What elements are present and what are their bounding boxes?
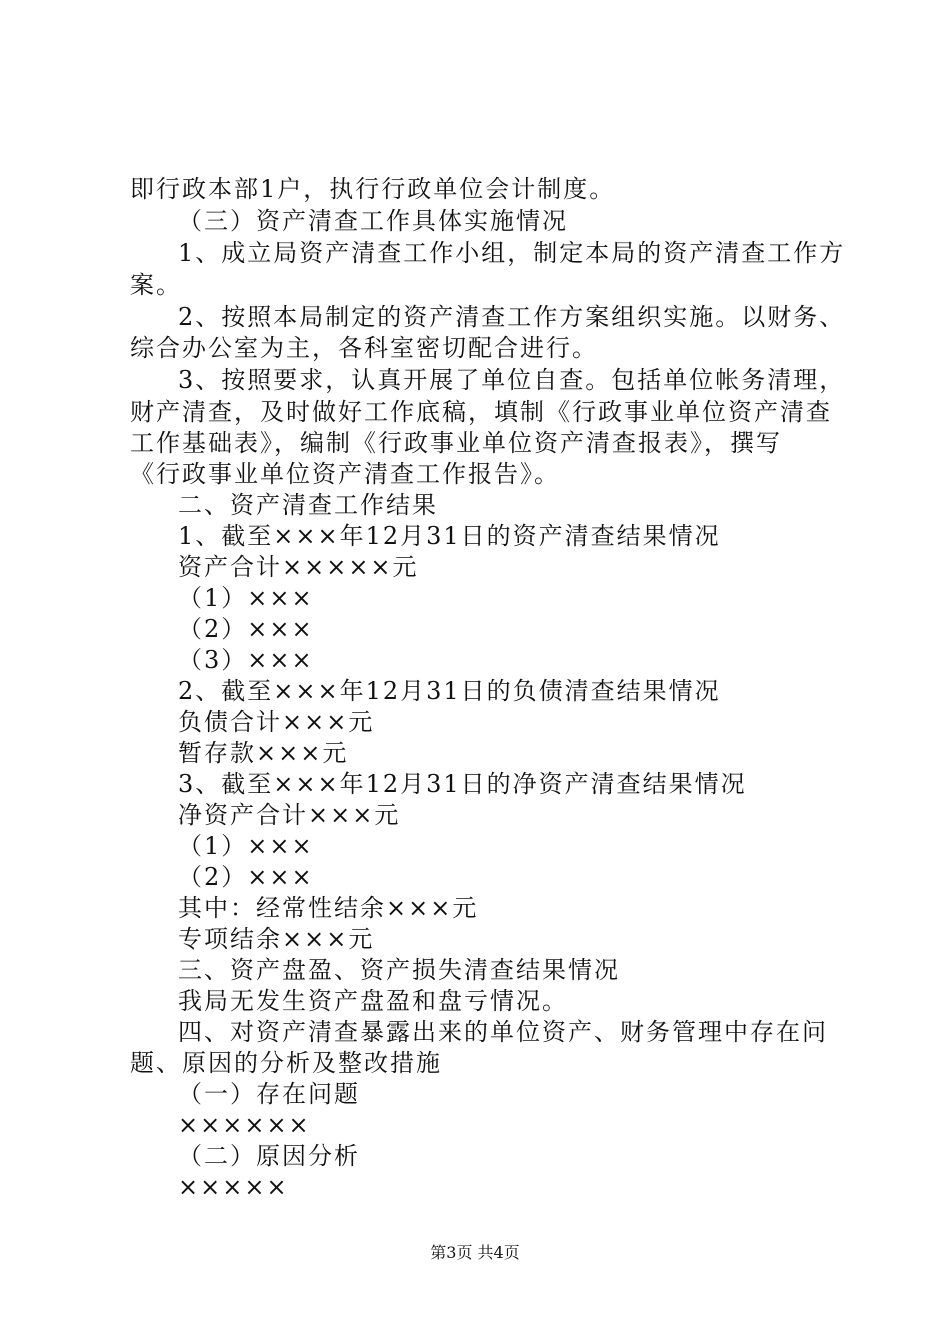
- paragraph-line: 1、截至×××年12月31日的资产清查结果情况: [178, 522, 721, 550]
- subsection-heading: （二）原因分析: [178, 1142, 360, 1170]
- section-heading: 二、资产清查工作结果: [178, 491, 438, 519]
- subsection-heading: （一）存在问题: [178, 1080, 360, 1108]
- page-number-footer: 第3页 共4页: [430, 1243, 520, 1262]
- section-heading: 三、资产盘盈、资产损失清查结果情况: [178, 956, 620, 984]
- paragraph-line: 暂存款×××元: [178, 739, 349, 767]
- section-heading: 四、对资产清查暴露出来的单位资产、财务管理中存在问: [178, 1018, 828, 1046]
- paragraph-line: ×××××: [178, 1173, 289, 1201]
- paragraph-line: ××××××: [178, 1111, 311, 1139]
- paragraph-line: 即行政本部1户，执行行政单位会计制度。: [130, 175, 616, 203]
- list-item: （2）×××: [178, 863, 314, 891]
- paragraph-line: 我局无发生资产盘盈和盘亏情况。: [178, 987, 568, 1015]
- paragraph-line: 净资产合计×××元: [178, 801, 401, 829]
- list-item: （2）×××: [178, 615, 314, 643]
- paragraph-line: 资产合计×××××元: [178, 553, 419, 581]
- paragraph-line: 综合办公室为主，各科室密切配合进行。: [130, 334, 598, 362]
- paragraph-line: 2、截至×××年12月31日的负债清查结果情况: [178, 677, 721, 705]
- paragraph-line: 工作基础表》，编制《行政事业单位资产清查报表》，撰写: [130, 429, 782, 457]
- section-heading: （三）资产清查工作具体实施情况: [178, 207, 568, 235]
- list-item: （1）×××: [178, 584, 314, 612]
- list-item: （3）×××: [178, 646, 314, 674]
- paragraph-line: 案。: [130, 271, 182, 299]
- paragraph-line: 负债合计×××元: [178, 708, 375, 736]
- paragraph-line: 2、按照本局制定的资产清查工作方案组织实施。以财务、: [178, 303, 846, 331]
- paragraph-line: 《行政事业单位资产清查工作报告》。: [130, 460, 560, 488]
- paragraph-line: 其中：经常性结余×××元: [178, 894, 479, 922]
- paragraph-line: 专项结余×××元: [178, 925, 375, 953]
- paragraph-line: 3、截至×××年12月31日的净资产清查结果情况: [178, 770, 747, 798]
- section-heading: 题、原因的分析及整改措施: [130, 1049, 442, 1077]
- paragraph-line: 1、成立局资产清查工作小组，制定本局的资产清查工作方: [178, 239, 846, 267]
- list-item: （1）×××: [178, 832, 314, 860]
- paragraph-line: 3、按照要求，认真开展了单位自查。包括单位帐务清理，: [178, 366, 846, 394]
- paragraph-line: 财产清查，及时做好工作底稿，填制《行政事业单位资产清查: [130, 398, 832, 426]
